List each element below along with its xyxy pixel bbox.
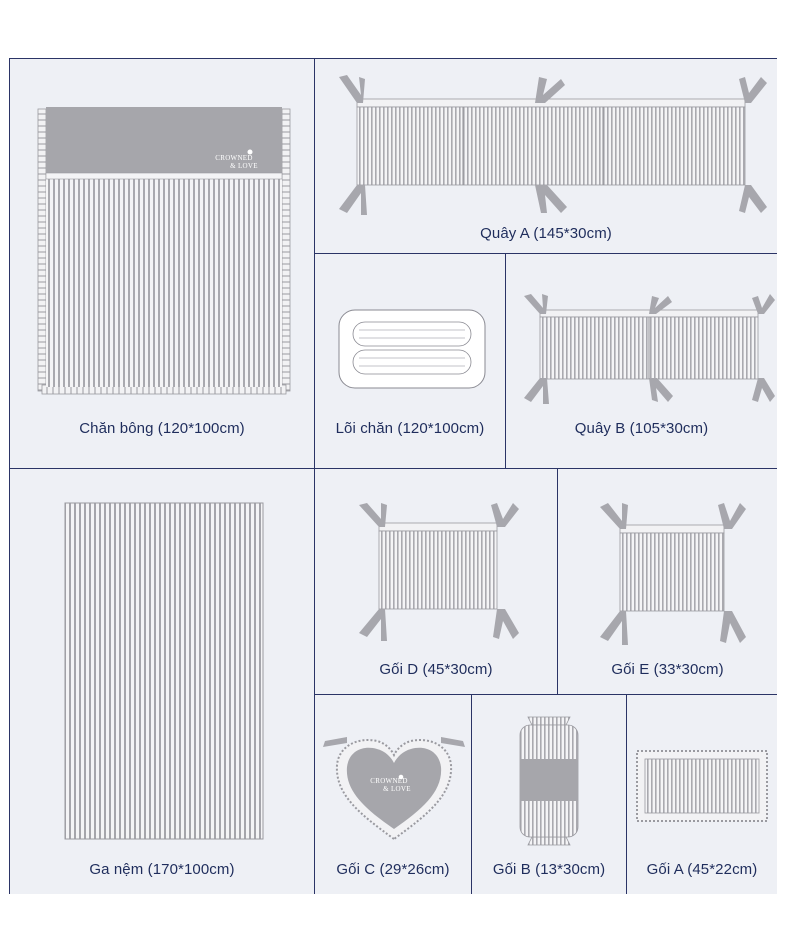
product-label: Gối E (33*30cm): [611, 661, 724, 678]
brand-logo-text: & LOVE: [230, 162, 258, 170]
product-label: Gối D (45*30cm): [379, 661, 493, 678]
product-quay-a: [315, 59, 777, 253]
product-label: Gối C (29*26cm): [336, 861, 450, 878]
product-goi-a: [627, 695, 777, 894]
brand-logo-text: CROWNED: [370, 777, 408, 785]
product-label: Lõi chăn (120*100cm): [335, 420, 485, 437]
product-goi-b: [472, 695, 626, 894]
product-chan-bong: [10, 59, 314, 468]
product-quay-b: [506, 254, 777, 468]
mattress-sheet-illustration: [64, 502, 264, 840]
quilt-core-illustration: [337, 308, 487, 390]
product-loi-chan: [315, 254, 505, 468]
product-goi-c: [315, 695, 471, 894]
product-goi-d: [315, 469, 557, 694]
product-label: Gối B (13*30cm): [492, 861, 606, 878]
bumper-b-illustration: [522, 292, 774, 406]
product-label: Quây A (145*30cm): [480, 225, 612, 242]
quilt-illustration: [38, 105, 290, 397]
product-ga-nem: [10, 469, 314, 894]
product-goi-e: [558, 469, 777, 694]
brand-logo-text: & LOVE: [383, 785, 411, 793]
pillow-c-heart-illustration: [321, 735, 467, 841]
brand-logo-text: CROWNED: [215, 154, 253, 162]
pillow-e-illustration: [598, 501, 748, 647]
pillow-a-illustration: [635, 749, 769, 823]
product-label: Gối A (45*22cm): [646, 861, 758, 878]
product-label: Chăn bông (120*100cm): [79, 420, 245, 437]
product-label: Ga nệm (170*100cm): [89, 861, 235, 878]
product-label: Quây B (105*30cm): [574, 420, 709, 437]
pillow-d-illustration: [357, 501, 521, 643]
pillow-b-candy-illustration: [516, 713, 582, 849]
bumper-a-illustration: [335, 73, 767, 217]
